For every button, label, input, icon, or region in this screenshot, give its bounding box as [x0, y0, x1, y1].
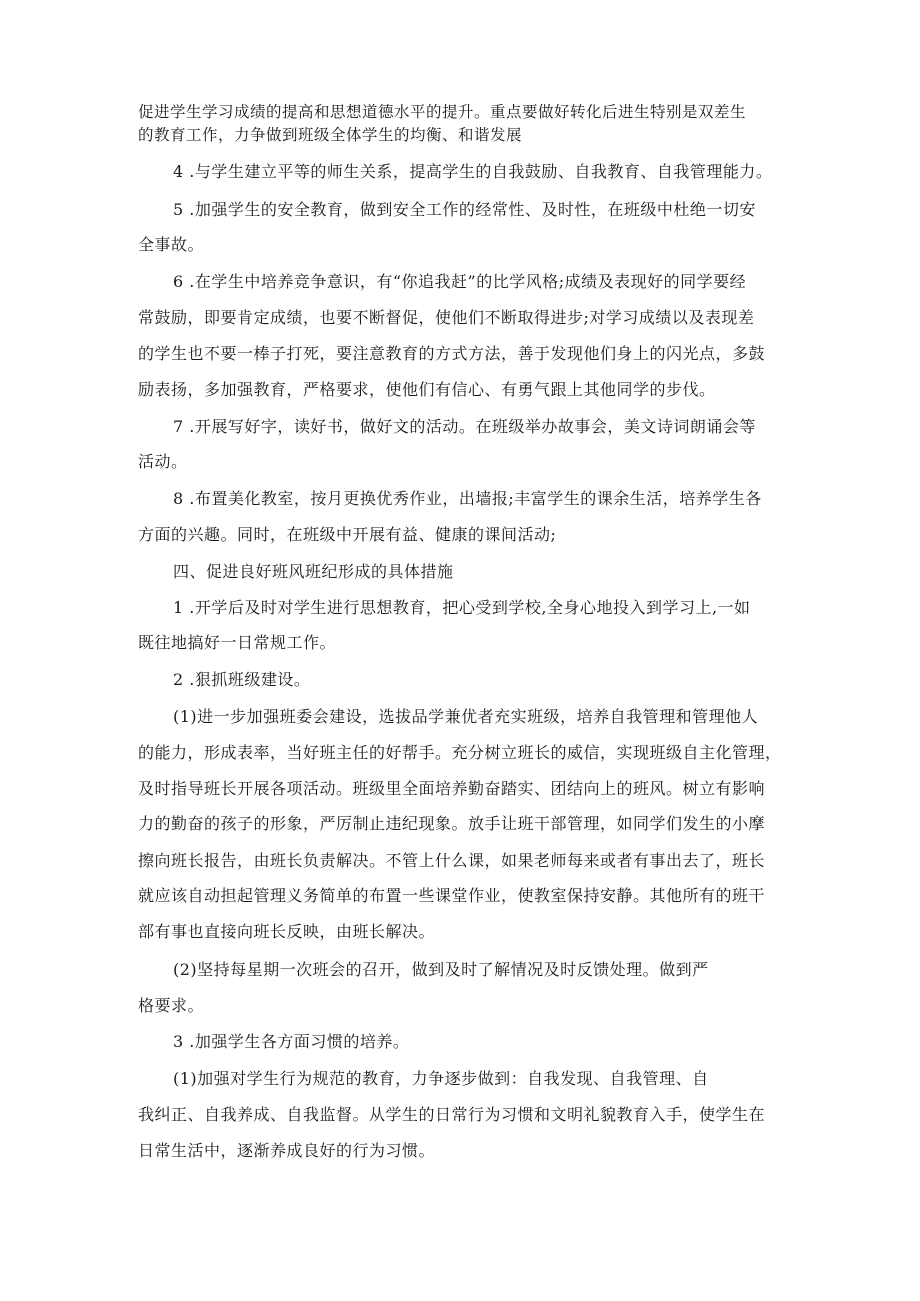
text-line: 部有事也直接向班长反映，由班长解决。 [138, 922, 436, 941]
text-line: 7 .开展写好字，读好书，做好文的活动。在班级举办故事会，美文诗词朗诵会等 [173, 417, 756, 436]
text-line: 1 .开学后及时对学生进行思想教育，把心受到学校,全身心地投入到学习上,一如 [173, 598, 751, 617]
text-line: 活动。 [138, 452, 188, 471]
text-line: 及时指导班长开展各项活动。班级里全面培养勤奋踏实、团结向上的班风。树立有影响 [138, 779, 766, 798]
text-line: 8 .布置美化教室，按月更换优秀作业，出墙报;丰富学生的课余生活，培养学生各 [173, 489, 762, 508]
text-line: 全事故。 [138, 235, 205, 254]
text-line: 4 .与学生建立平等的师生关系，提高学生的自我鼓励、自我教育、自我管理能力。 [173, 162, 773, 181]
text-line: 2 .狠抓班级建设。 [173, 670, 311, 689]
text-line: 擦向班长报告，由班长负责解决。不管上什么课，如果老师每来或者有事出去了，班长 [138, 851, 766, 870]
text-line: 方面的兴趣。同时，在班级中开展有益、健康的课间活动; [138, 525, 557, 544]
text-line: 5 .加强学生的安全教育，做到安全工作的经常性、及时性，在班级中杜绝一切安 [173, 200, 756, 219]
text-line: 力的勤奋的孩子的形象，严厉制止违纪现象。放手让班干部管理，如同学们发生的小摩 [138, 814, 766, 833]
text-line: 的能力，形成表率，当好班主任的好帮手。充分树立班长的威信，实现班级自主化管理， [138, 743, 782, 762]
text-line: 日常生活中，逐渐养成良好的行为习惯。 [138, 1141, 436, 1160]
section-heading: 四、促进良好班风班纪形成的具体措施 [173, 562, 454, 581]
text-line: 常鼓励，即要肯定成绩，也要不断督促，使他们不断取得进步;对学习成绩以及表现差 [138, 308, 755, 327]
text-line: 的学生也不要一棒子打死，要注意教育的方式方法，善于发现他们身上的闪光点，多鼓 [138, 344, 766, 363]
text-line: 3 .加强学生各方面习惯的培养。 [173, 1032, 410, 1051]
text-line: 格要求。 [138, 996, 205, 1015]
text-line: 既往地搞好一日常规工作。 [138, 633, 337, 652]
text-line: 励表扬，多加强教育，严格要求，使他们有信心、有勇气跟上其他同学的步伐。 [138, 380, 716, 399]
text-line: 6 .在学生中培养竞争意识，有“你追我赶”的比学风格;成绩及表现好的同学要经 [173, 272, 747, 291]
text-line: (1)进一步加强班委会建设，选拔品学兼优者充实班级，培养自我管理和管理他人 [173, 707, 759, 726]
text-line: 的教育工作，力争做到班级全体学生的均衡、和谐发展 [138, 126, 523, 144]
text-line: 促进学生学习成绩的提高和思想道德水平的提升。重点要做好转化后进生特别是双差生 [138, 103, 747, 121]
text-line: 就应该自动担起管理义务简单的布置一些课堂作业，使教室保持安静。其他所有的班干 [138, 886, 766, 905]
text-line: 我纠正、自我养成、自我监督。从学生的日常行为习惯和文明礼貌教育入手，使学生在 [138, 1105, 766, 1124]
text-line: (2)坚持每星期一次班会的召开，做到及时了解情况及时反馈处理。做到严 [173, 960, 709, 979]
text-line: (1)加强对学生行为规范的教育，力争逐步做到：自我发现、自我管理、自 [173, 1069, 709, 1088]
